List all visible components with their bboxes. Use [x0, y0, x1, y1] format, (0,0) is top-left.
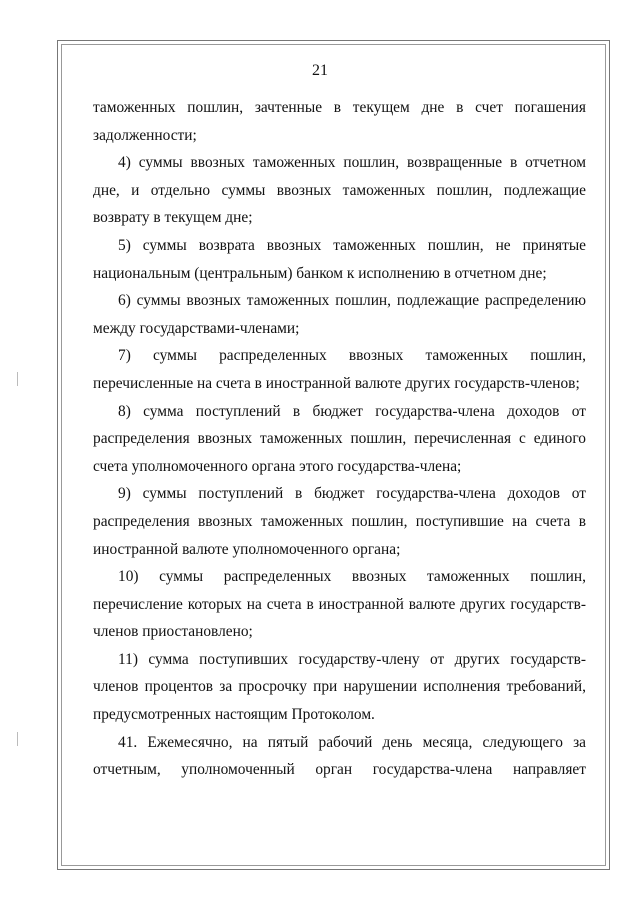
paragraph-clause-41: 41. Ежемесячно, на пятый рабочий день месяца, следующего за отчетным, уполномоченный орган государства-члена направляет — [93, 733, 586, 779]
paragraph-item-9: 9) суммы поступлений в бюджет государства-члена доходов от распределения ввозных таможенных пошлин, поступившие на счета в иностранной валюте уполномоченного органа; — [93, 485, 586, 558]
margin-mark — [17, 732, 18, 746]
paragraph-item-5: 5) суммы возврата ввозных таможенных пошлин, не принятые национальным (центральным) банком к исполнению в отчетном дне; — [93, 236, 586, 282]
paragraph-item-8: 8) сумма поступлений в бюджет государства-члена доходов от распределения ввозных таможенных пошлин, перечисленная с единого счета уполномоченного органа этого государства-члена; — [93, 402, 586, 475]
margin-mark — [17, 372, 18, 386]
paragraph-item-6: 6) суммы ввозных таможенных пошлин, подлежащие распределению между государствами-членами; — [93, 292, 586, 337]
paragraph-continuation: таможенных пошлин, зачтенные в текущем дне в счет погашения задолженности; — [93, 99, 586, 144]
page-number: 21 — [312, 62, 328, 79]
paragraph-item-7: 7) суммы распределенных ввозных таможенных пошлин, перечисленные на счета в иностранной валюте других государств-членов; — [93, 347, 586, 392]
paragraph-item-11: 11) сумма поступивших государству-члену от других государств-членов процентов за просрочку при нарушении исполнения требований, предусмотренных настоящим Протоколом. — [93, 650, 586, 724]
document-body — [93, 94, 586, 784]
paragraph-item-4: 4) суммы ввозных таможенных пошлин, возвращенные в отчетном дне, и отдельно суммы ввозных таможенных пошлин, подлежащие возврату в текущем дне; — [93, 154, 586, 227]
paragraph-item-10: 10) суммы распределенных ввозных таможенных пошлин, перечисление которых на счета в иностранной валюте других государств-членов приостановлено; — [93, 568, 586, 641]
